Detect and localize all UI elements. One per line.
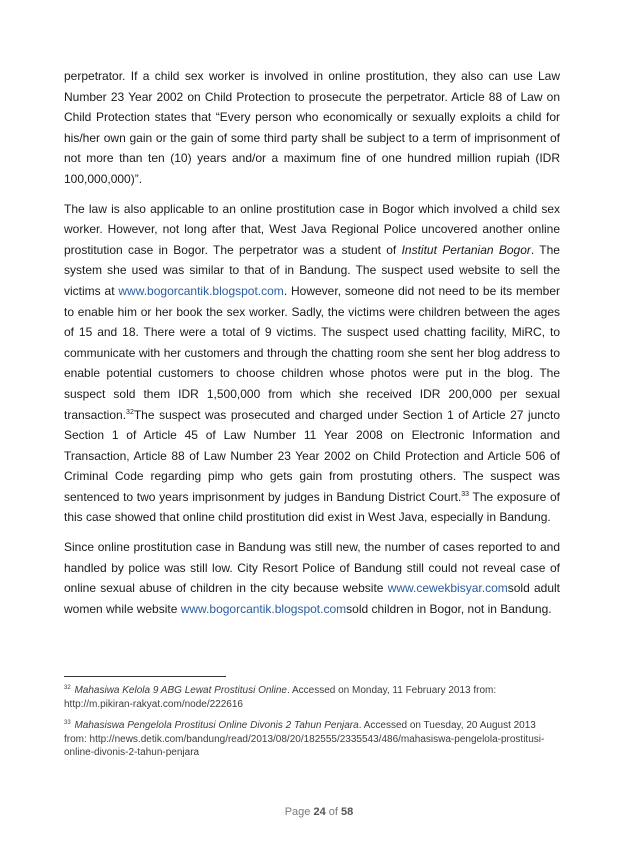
paragraph-2-text-c: . The system she used was similar to that of in Bandung. The suspect used website to sell the victims at xyxy=(64,242,560,298)
current-page-number: 24 xyxy=(313,806,326,818)
page-footer xyxy=(0,806,638,818)
footnote-divider xyxy=(64,676,226,677)
paragraph-3-text-a: Since online prostitution case in Bandung was still new, the number of cases reported to and handled by police was still low. City Resort Police of Bandung still could not reveal case of online sexual abuse of children in the city because website xyxy=(64,540,560,596)
footnote-source: . Accessed on Monday, 11 February 2013 from: http://m.pikiran-rakyat.com/node/222616 xyxy=(64,685,497,710)
footnote-32 xyxy=(64,684,560,711)
body-text xyxy=(64,66,560,628)
paragraph-2-text-a: The law is also applicable to an online prostitution case in Bogor which involved a child sex worker. However, not long after that, West Java Regional Police uncovered another online prostitution case in Bogor. The perpetrator was a student of xyxy=(64,201,560,257)
of-label: of xyxy=(328,806,338,818)
institution-name: Institut Pertanian Bogor xyxy=(401,242,531,257)
footnote-source: . Accessed on Tuesday, 20 August 2013 from: http://news.detik.com/bandung/read/2013/08/20/182555/2335543/486/mahasiswa-pengelola-prostitusi-online-divonis-2-tahun-penjara xyxy=(64,720,545,759)
paragraph-3-text-c: sold children in Bogor, not in Bandung. xyxy=(346,601,552,616)
cewekbisyar-link[interactable]: www.cewekbisyar.com xyxy=(387,581,508,596)
paragraph-1: perpetrator. If a child sex worker is involved in online prostitution, they also can use Law Number 23 Year 2002 on Child Protection to prosecute the perpetrator. Article 88 of Law on Child Protection states that “Every person who economically or sexually exploits a child for his/her own gain or the gain of some third party shall be subject to a term of imprisonment of not more than ten (10) years and/or a maximum fine of one hundred million rupiah (IDR 100,000,000)”. xyxy=(64,69,560,186)
paragraph-2-text-f: The exposure of this case showed that online child prostitution did exist in West Java, especially in Bandung. xyxy=(64,489,560,525)
footnote-33 xyxy=(64,719,560,760)
footnotes xyxy=(64,684,560,768)
footnote-ref-33[interactable]: 33 xyxy=(461,490,470,498)
paragraph-2-text-d: . However, someone did not need to be its member to enable him or her book the sex worker. Sadly, the victims were children between the ages of 15 and 18. There were a total of 9 victims. The suspect used chatting facility, MiRC, to communicate with her customers and through the chatting room she sent her blog address to enable potential customers to choose children whose photos were put in the blog. The suspect sold them IDR 1,500,000 from which she received IDR 200,000 per sexual transaction. xyxy=(64,283,560,422)
footnote-number: 32 xyxy=(64,684,71,691)
bogorcantik-link-2[interactable]: www.bogorcantik.blogspot.com xyxy=(180,601,347,616)
footnote-ref-32[interactable]: 32 xyxy=(126,408,134,416)
paragraph-2-text-e: The suspect was prosecuted and charged under Section 1 of Article 27 juncto Section 1 of Article 45 of Law Number 11 Year 2008 on Electronic Information and Transaction, Article 88 of Law Number 23 Year 2002 on Child Protection and Article 506 of Criminal Code regarding pimp who gets gain from prostuting others. The suspect was sentenced to two years imprisonment by judges in Bandung District Court. xyxy=(64,407,560,504)
paragraph-3-text-b: sold adult women while website xyxy=(64,581,561,616)
total-pages: 58 xyxy=(341,806,354,818)
bogorcantik-link[interactable]: www.bogorcantik.blogspot.com xyxy=(118,283,284,298)
footnote-title: Mahasiwa Kelola 9 ABG Lewat Prostitusi Online xyxy=(74,685,287,696)
paragraph-2 xyxy=(64,199,560,529)
page-label: Page xyxy=(284,806,311,818)
footnote-number: 33 xyxy=(64,719,71,726)
footnote-title: Mahasiswa Pengelola Prostitusi Online Divonis 2 Tahun Penjara xyxy=(74,720,359,732)
paragraph-3 xyxy=(64,537,560,619)
